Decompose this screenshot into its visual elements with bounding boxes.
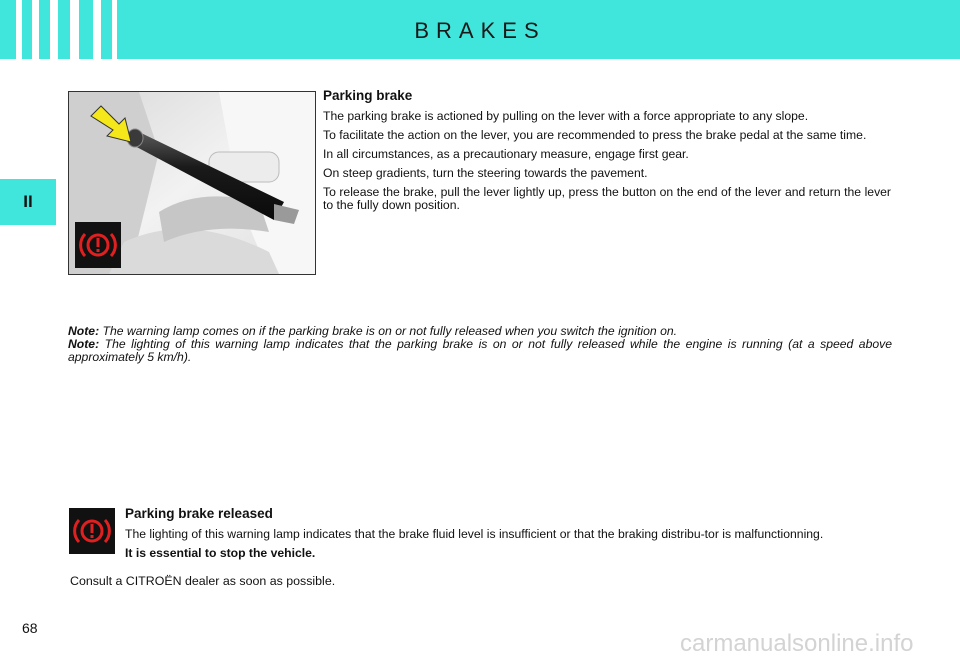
paragraph: To facilitate the action on the lever, you are recommended to press the brake pedal at the same time.: [323, 128, 867, 142]
paragraph: The parking brake is actioned by pulling on the lever with a force appropriate to any slope.: [323, 109, 809, 123]
notes: [68, 325, 892, 364]
section-heading: Parking brake: [323, 88, 413, 103]
emphasis: It is essential to stop the vehicle.: [125, 546, 316, 560]
paragraph: The lighting of this warning lamp indicates that the brake fluid level is insufficient or that the braking distribu-tor is malfunctionning.: [125, 527, 824, 541]
note: [68, 338, 892, 364]
brake-released-section: [125, 506, 891, 566]
page-header: [0, 0, 960, 59]
parking-brake-section: [323, 88, 891, 218]
brake-warning-icon: [69, 508, 115, 554]
note-label: Note:: [68, 324, 100, 338]
page-number: 68: [22, 620, 38, 636]
section-tab: II: [0, 179, 56, 225]
brake-warning-icon: [75, 222, 121, 268]
paragraph: In all circumstances, as a precautionary measure, engage first gear.: [323, 147, 689, 161]
note-text: The warning lamp comes on if the parking brake is on or not fully released when you switch the ignition on.: [99, 324, 678, 338]
paragraph: To release the brake, pull the lever lightly up, press the button on the end of the lever and return the lever to the fully down position.: [323, 185, 891, 212]
section-heading: Parking brake released: [125, 506, 273, 521]
consult-text: Consult a CITROËN dealer as soon as possible.: [70, 574, 336, 588]
note-text: The lighting of this warning lamp indicates that the parking brake is on or not fully released while the engine is running (at a speed above approximately 5 km/h).: [68, 337, 892, 364]
note-label: Note:: [68, 337, 100, 351]
paragraph: On steep gradients, turn the steering towards the pavement.: [323, 166, 648, 180]
watermark: carmanualsonline.info: [680, 630, 914, 657]
page-title: BRAKES: [414, 18, 546, 43]
